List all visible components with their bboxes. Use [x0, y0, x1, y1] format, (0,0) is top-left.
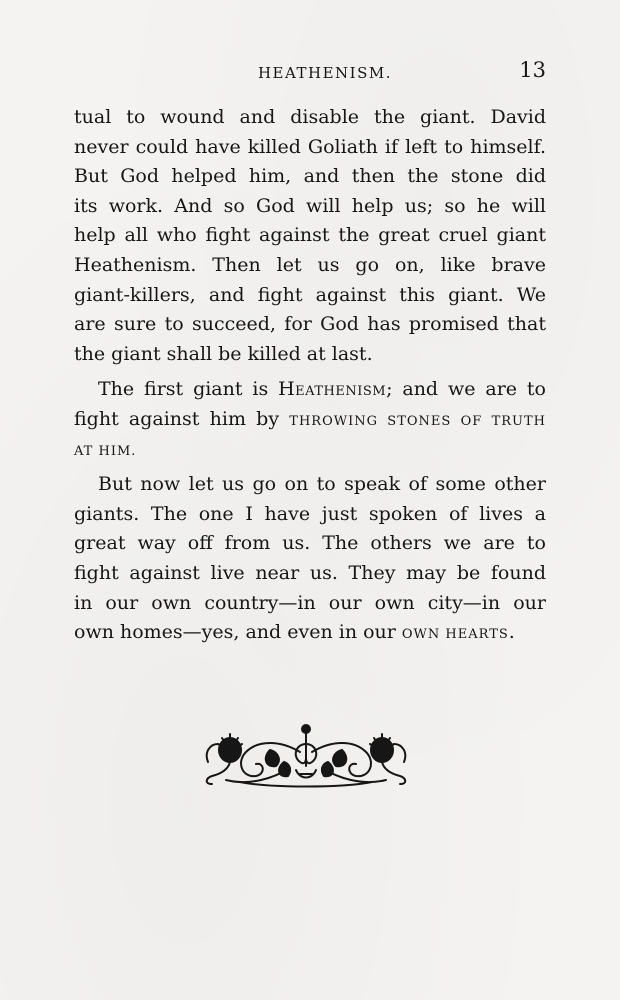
text-line: its work. And so God will help us; so he will	[74, 194, 546, 217]
paragraph-1	[74, 103, 546, 369]
text-run: own homes—yes, and even in our	[74, 621, 402, 644]
text-line: great way off from us. The others we are to	[74, 532, 546, 555]
small-caps-run: AT HIM.	[74, 443, 137, 459]
text-line: tual to wound and disable the giant. David	[74, 106, 546, 128]
small-caps-run: THROWING STONES OF TRUTH	[289, 413, 546, 429]
text-line: help all who fight against the great cruel giant	[74, 224, 546, 247]
text-line: in our own country—in our own city—in our	[74, 591, 546, 614]
text-line: But God helped him, and then the stone did	[74, 165, 546, 188]
text-line: But now let us go on to speak of some other	[98, 473, 546, 496]
text-line	[74, 618, 546, 648]
text-line: fight against live near us. They may be found	[74, 561, 546, 584]
body-text	[74, 103, 546, 648]
text-line	[74, 405, 546, 435]
text-line	[74, 375, 546, 405]
page-number: 13	[519, 58, 546, 82]
text-line: never could have killed Goliath if left to himself.	[74, 135, 546, 158]
text-line: giant-killers, and fight against this giant. We	[74, 283, 546, 306]
text-line: Heathenism. Then let us go on, like brave	[74, 253, 546, 276]
running-title: HEATHENISM.	[257, 64, 393, 82]
text-run: fight against him by	[74, 407, 290, 430]
paragraph-2	[74, 375, 546, 464]
small-caps-run: Heathenism	[278, 378, 387, 401]
running-head	[74, 60, 546, 86]
text-line: the giant shall be killed at last.	[74, 342, 373, 365]
text-run: ; and we are to	[386, 378, 546, 401]
text-run: The first giant is	[98, 378, 279, 401]
floral-ornament-icon	[200, 722, 412, 790]
text-run: .	[508, 621, 515, 644]
paragraph-3	[74, 470, 546, 648]
text-line: giants. The one I have just spoken of lives a	[74, 502, 546, 525]
text-line: are sure to succeed, for God has promised that	[74, 313, 546, 336]
small-caps-run: OWN HEARTS	[401, 627, 509, 643]
text-line	[74, 435, 546, 465]
